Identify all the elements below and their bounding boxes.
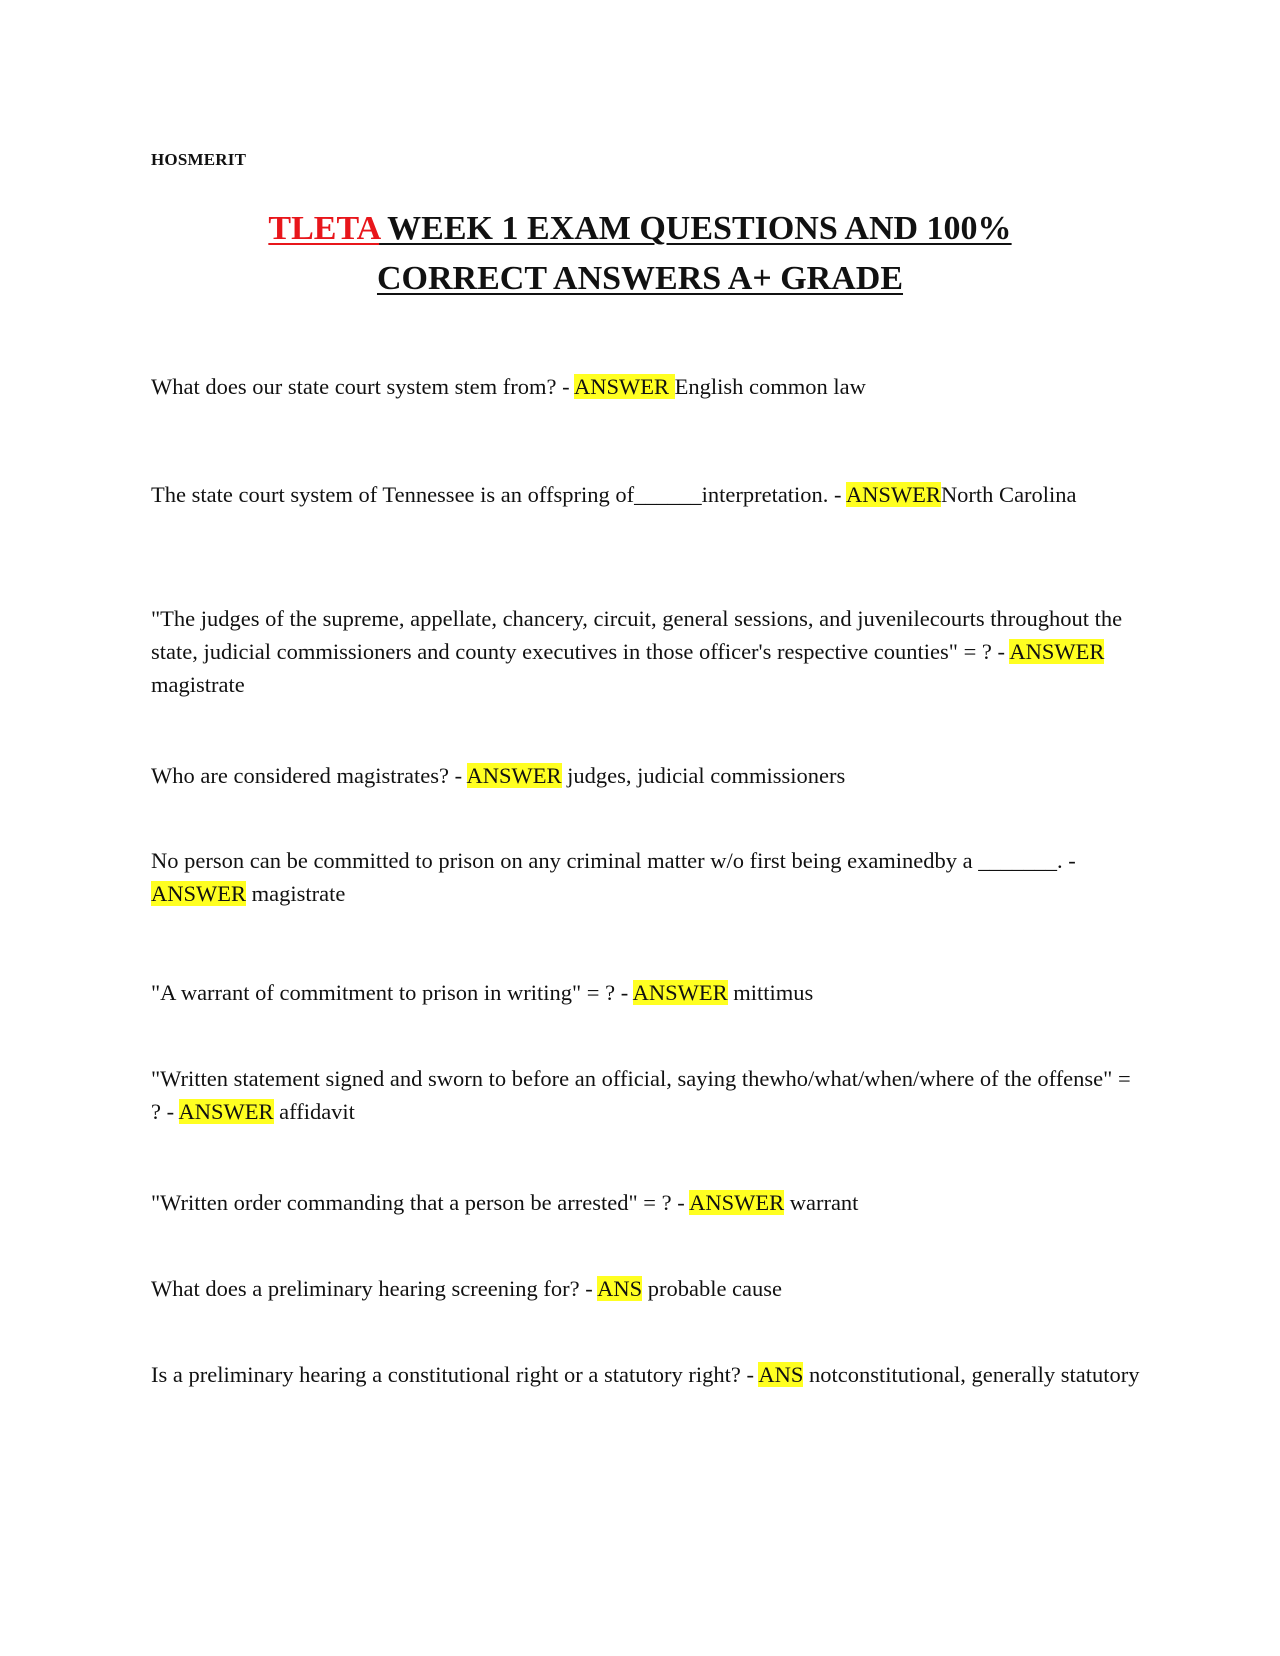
qa-item-4: Who are considered magistrates? - ANSWER judges, judicial commissioners bbox=[151, 763, 846, 788]
answer-marker: ANSWER bbox=[178, 1099, 274, 1124]
answer-text: notconstitutional, generally statutory bbox=[803, 1362, 1140, 1387]
answer-marker: ANSWER bbox=[689, 1190, 785, 1215]
document-title bbox=[150, 204, 1130, 304]
title-highlight: TLETA bbox=[268, 210, 380, 247]
qa-item-1: What does our state court system stem from? - ANSWER English common law bbox=[151, 374, 866, 399]
answer-text: English common law bbox=[674, 374, 866, 399]
qa-item-5: No person can be committed to prison on any criminal matter w/o first being examinedby a _______. - ANSWER magistrate bbox=[151, 848, 1076, 906]
answer-text: warrant bbox=[784, 1190, 859, 1215]
qa-item-7: "Written statement signed and sworn to before an official, saying thewho/what/when/where of the offense" = ? - ANSWER affidavit bbox=[151, 1066, 1131, 1124]
answer-text: affidavit bbox=[273, 1099, 355, 1124]
answer-text: mittimus bbox=[727, 980, 814, 1005]
answer-marker: ANS bbox=[597, 1276, 643, 1301]
qa-item-9: What does a preliminary hearing screening for? - ANS probable cause bbox=[151, 1276, 783, 1301]
answer-marker: ANSWER bbox=[632, 980, 728, 1005]
answer-text: judges, judicial commissioners bbox=[561, 763, 846, 788]
answer-marker: ANSWER bbox=[574, 374, 675, 399]
answer-marker: ANS bbox=[758, 1362, 804, 1387]
qa-item-3: "The judges of the supreme, appellate, chancery, circuit, general sessions, and juvenilecourts throughout the state, judicial commissioners and county executives in those officer's respective counties" = ? - ANSWER magistrate bbox=[151, 606, 1123, 697]
qa-item-6: "A warrant of commitment to prison in writing" = ? - ANSWER mittimus bbox=[151, 980, 814, 1005]
brand-label: HOSMERIT bbox=[151, 150, 247, 169]
title-line-2: CORRECT ANSWERS A+ GRADE bbox=[376, 260, 904, 297]
answer-marker: ANSWER bbox=[845, 482, 941, 507]
title-line-1-rest: WEEK 1 EXAM QUESTIONS AND 100% bbox=[379, 210, 1012, 247]
answer-marker: ANSWER bbox=[151, 881, 246, 906]
qa-item-2: The state court system of Tennessee is an offspring of______interpretation. - ANSWERNorth Carolina bbox=[151, 482, 1077, 507]
qa-item-10: Is a preliminary hearing a constitutional right or a statutory right? - ANS notconstitutional, generally statutory bbox=[151, 1362, 1140, 1387]
answer-text: North Carolina bbox=[940, 482, 1077, 507]
qa-item-8: "Written order commanding that a person be arrested" = ? - ANSWER warrant bbox=[151, 1190, 859, 1215]
answer-marker: ANSWER bbox=[1009, 639, 1105, 664]
title-line-1 bbox=[150, 204, 1130, 254]
answer-text: magistrate bbox=[151, 672, 245, 697]
answer-text: magistrate bbox=[246, 881, 346, 906]
answer-text: probable cause bbox=[642, 1276, 783, 1301]
answer-marker: ANSWER bbox=[466, 763, 562, 788]
